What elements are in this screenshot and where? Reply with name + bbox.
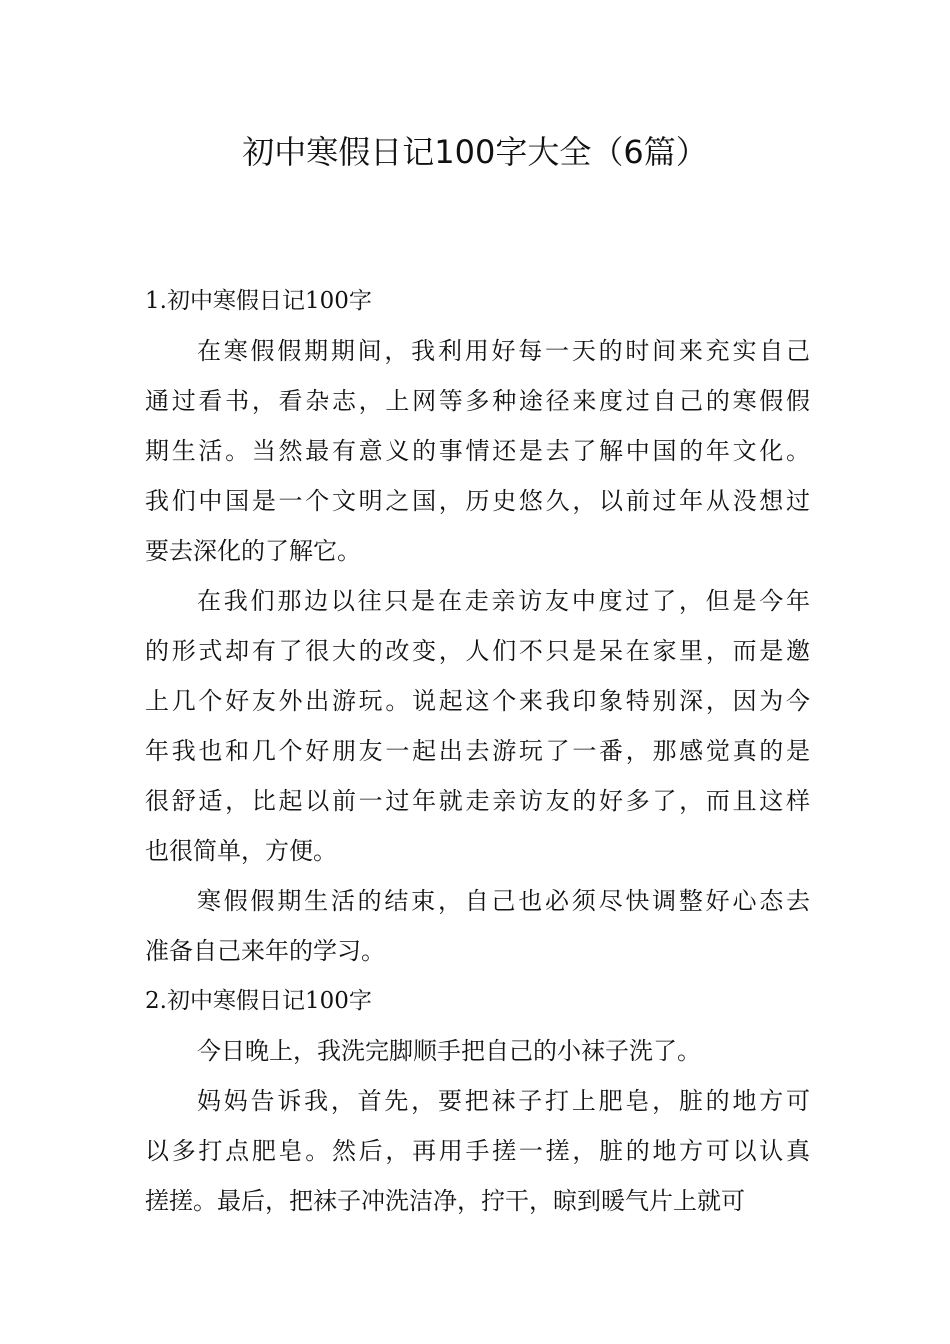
text-line: 我们中国是一个文明之国，历史悠久，以前过年从没想过 (145, 487, 810, 515)
text-line: 年我也和几个好朋友一起出去游玩了一番，那感觉真的是 (145, 737, 810, 765)
text-line: 也很简单，方便。 (145, 837, 337, 865)
section-heading: 2.初中寒假日记100字 (145, 988, 372, 1014)
paragraph (145, 1026, 810, 1076)
text-line: 的形式却有了很大的改变，人们不只是呆在家里，而是邀 (145, 637, 810, 665)
document-title: 初中寒假日记100字大全（6篇） (242, 133, 708, 171)
text-line: 在寒假假期期间，我利用好每一天的时间来充实自己 (197, 337, 810, 365)
paragraph (145, 326, 810, 576)
text-line: 准备自己来年的学习。 (145, 937, 385, 965)
text-line: 以多打点肥皂。然后，再用手搓一搓，脏的地方可以认真 (145, 1137, 810, 1165)
document-body (145, 276, 810, 1226)
paragraph (145, 876, 810, 976)
text-line: 搓搓。最后，把袜子冲洗洁净，拧干，晾到暖气片上就可 (145, 1187, 745, 1215)
text-line: 妈妈告诉我，首先，要把袜子打上肥皂，脏的地方可 (197, 1087, 810, 1115)
paragraph (145, 1076, 810, 1226)
text-line: 今日晚上，我洗完脚顺手把自己的小袜子洗了。 (197, 1037, 701, 1065)
text-line: 期生活。当然最有意义的事情还是去了解中国的年文化。 (145, 437, 810, 465)
text-line: 要去深化的了解它。 (145, 537, 361, 565)
text-line: 在我们那边以往只是在走亲访友中度过了，但是今年 (197, 587, 810, 615)
paragraph (145, 576, 810, 876)
section-heading: 1.初中寒假日记100字 (145, 288, 372, 314)
text-line: 通过看书，看杂志，上网等多种途径来度过自己的寒假假 (145, 387, 810, 415)
text-line: 寒假假期生活的结束，自己也必须尽快调整好心态去 (197, 887, 810, 915)
text-line: 很舒适，比起以前一过年就走亲访友的好多了，而且这样 (145, 787, 810, 815)
text-line: 上几个好友外出游玩。说起这个来我印象特别深，因为今 (145, 687, 810, 715)
